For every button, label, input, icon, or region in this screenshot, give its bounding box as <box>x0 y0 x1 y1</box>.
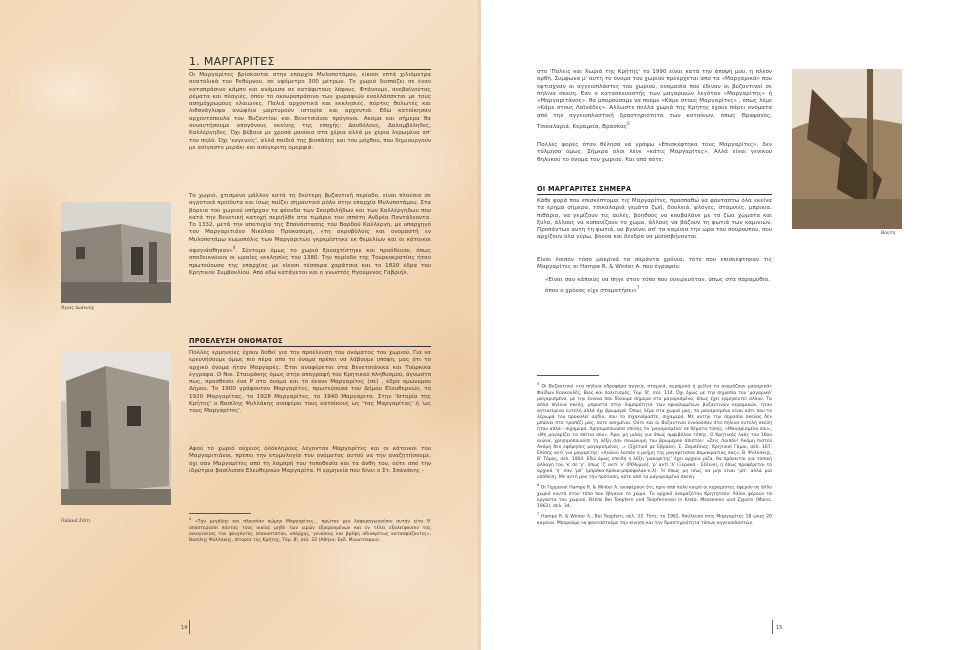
photo-old-house <box>61 351 171 505</box>
footnote-4-text: «Την μεγάλην και πλουσίαν κώμην Μαργαρίτες... πρώτον μεν λαφυραγωγούσιν αυτήν είτα δ' αποστερούσι πάντας τους οικίας μηδέ των ιερών εξαιρουμένων και εν τέλει εξαλείφουσιν τας οικογενείας του φευγόντος επαναστάτου, υπάρχης, γυναίκας και βρέφη αδιακρίτως κατασφάζοντες», Βασίλης Ψυλλάκης, Ιστορία της Κρήτης, Τόμ. Β', σελ. 22 (Αθήνα: Εκδ. Μινωτσαρου). <box>189 519 431 543</box>
section-heading-today: ΟΙ ΜΑΡΓΑΡΙΤΕΣ ΣΗΜΕΡΑ <box>537 185 632 193</box>
footnote-6-number: 6 <box>537 483 540 487</box>
page-number-tick-right <box>772 620 773 634</box>
footnote-ref-6: 6 <box>627 121 630 127</box>
right-paragraph-3: Κάθε φορά που επισκέπτομαι τις Μαργαρίτες, προσπαθώ να φανταστώ όλα εκείνα τα έρημα σήμερα, τσικαλαριά γεμάτα ζωή, δουλειά, φλόγες, σταμνιες, μπρικια, πιθάρια, να γεμίζουν τις αυλές, βοηθούς να κουβαλάνε με τα ζώα χώματα και ξύλα, άλλους να κοπανίζουν το χώμα, άλλους να βάζουν τη φωτιά των καμινιών. Προπάντων αυτή τη φωτιά, να βγαίνει απ' τα καμίνια την ώρα του σούρουπου, που αρχίζουν όλα γύρω, βουνα και δένδρα να μισοσβήνονται. <box>537 198 772 241</box>
heading-rule <box>189 346 431 347</box>
footnote-7-text: Hampe R. & Winter A., Bei Toepfern, σελ. 33. Τότε, το 1962, δούλευαν στις Μαργαρίτες 18 ώνες 20 καμίνια. Μπορούμε να φανταστούμε την κίνηση και την δραστηριότητα τόσων αγγειοπλαστών. <box>537 514 773 526</box>
title-rule <box>189 69 431 70</box>
footnote-6 <box>537 482 772 510</box>
footnote-5-text: Οι Βυζαντινοί «τα πήλινα υδροφόρα αγγεία, σταμνιά, κεραμικά ή χείλια τα ονομάζουν μαγαρικά» Φαίδων Κουκουλές, Βίος και πολιτισμός, Τομ. Β', σελ. 114. Όχι όμως με την σημασία του 'μαγαρικό' μαγαρισμένο, με την έννοια που δίνουμε σήμερα στο μαγαρισμένο, όπως έχει ερμηνευτεί αλλού. Τα απλά πήλινα σκεύη, μπροστά στην λαμπρότητα των εφυαλωμένων βυζαντινών κεραμικών, ήταν αντικείμενα ευτελή αλλά όχι βρωμερά. Όπως λέμε στα χωριά μας, το μαγαρισμένο είναι κάτι που το λέρωμά του προκαλεί αηδία, που το σιχαινόμαστε, σιχαμερό. Με αυτήν την σημασία σκεύος δεν μπαίνει στο τραπέζι μας, ούτε ασημένιο. Ούτε και οι Βυζαντινοί εννοούσαν στα πήλινα ευτελή σκεύη ήταν απλά - σιχαμερά. Χρησιμοποιούσε επίσης το 'μαγαρισμένο' σε θέματα τύπης: «Μαγαρισμένο σου», «Μη μαγαρίζει τα σπίτια σου». Άρα, μη μιλάς για όπως αμφιβόλου τύπης. Ο Κρητικός λαός του 16ου αιώνα, χρησιμοποιούσε τη λέξη σαν συνώνυμη του βρωμερού άπιστου: «Ζεις Λοιπόν! Ακόμη πιστεύ Ακόμη δεν εφόρησες μαγαρισμένες...» (Σχετικό με Εβραίο), Σ. Ζαμπέλιος, Κρητικοί Γάμοι, σελ. 167. Επίσης αντί για μαγαρίτης: «Αιώνιο λοιπόν η μνήμη της μαγαρίτισσα Δημοκρατίας σας», Β. Ψυλλάκης, Β' Τόμος, σελ. 1004. Εδώ όμως επειδή η λέξη 'μακαρίτης' έχει αρχαία ρίζα, θα πρόκειται για τοπική αλλαγή του 'κ' σε 'γ', όπως 'ζ' αντί 'ν' (Ρέθυμνο), 'ρ' αντί 'λ' (Ξερακά - Σέλινο), ή όπως προφέρεται το αρχικό 'η' σαν 'μπ' (μπρόκα-πρόκα-μπροφυλακ-κ.λ). Ή όπως μη ίσως να μην είναι 'μπ', αλλά μια υπόθεση. Με αυτή μου την πρόταση, ούτε από τα μαγαρισμένα σκεύη. <box>537 384 772 480</box>
quote-block <box>545 277 770 295</box>
footnote-5-number: 5 <box>537 382 540 386</box>
right-paragraph-1 <box>537 69 772 131</box>
right-footnote-separator <box>537 375 599 376</box>
footnote-6-text: Οι Γερμανοί Hampe R. & Winter A. αναφέρουν ότι, πριν από πολύ καιρό οι κεραμίστες έφεραν σε άλλο χωριό κοντά στον τόπο που έβγαινε το χώμα. Το αρχικό ονομαζόταν Κρητητούν. Άλλοι φέρουν τα εργάστα του χωριού. Βλέπε Bei Toepfern und Toepferinnen in Kreta, Messenien und Zypern (Mainz, 1962), σελ. 34. <box>537 485 772 509</box>
caption-old-house: Παλαιό Σπίτι <box>61 519 91 524</box>
footnote-7-number: 7 <box>537 512 540 516</box>
right-page <box>481 0 963 650</box>
footnote-7 <box>537 511 772 527</box>
section-heading-origin: ΠΡΟΕΛΕΥΣΗ ΟΝΟΜΑΤΟΣ <box>189 337 283 345</box>
page-number-left: 14 <box>181 625 188 631</box>
left-paragraph-2 <box>189 193 431 277</box>
left-paragraph-4: Αφού το χωριό ούχειος ολόκληρους λέγονταν Μαργαρίτες και οι κάτοικοι του Μαργαριτιάνοι, πρέπει την ετυμολογία του ονόματος αυτού να την αναζητήσουμε, όχι σαν Μαργαρίτες από τη λαμπρή του τοποθεσία και τα άνθη του, ούτε από την ιδρύτρια βασίλισσα Ελευθερνών Μαργαρίτα. Η ερμηνεία που δίνει ο Στ. Σπανάκης - <box>189 446 431 474</box>
left-page <box>0 0 481 650</box>
left-paragraph-2-tail: . Σύντομα όμως το χωριό ξαναχτίστηκε και προόδευσε, όπως αποδεικνύουν οι ωραίες εκκλησίες του 1380. Την περίοδο της Τουρκοκρατίας ήταν πρωτεύουσα της επαρχίας με είκοσι τέσσερα χαράτσια και το 1820 έδρα του Κρητικού Συμβουλίου. Από εδώ κατάγεται και ο γνωστός Ηγούμενος Γαβριήλ. <box>189 247 431 276</box>
left-paragraph-3: Πολλές ερμηνείες έχουν δοθεί για την προέλευση του ονόματος του χωριού. Για να ερευνήσουμε όμως πιο πέρα από το όνομα πρέπει να λάβουμε υπόψη, μας ότι το αρχικό όνομα ήταν Μαργαρές. Έτσι αναφέρεται στα Βενετσιάνικα και Τούρκικα έγγραφα. Ο Νικ. Σταυράκης όμως στην απογραφή του Κρητικού πληθυσμού, άγνωστο πως, προσθέσει ένα Ρ στο όνομα και το έκανε Μαργαρίτες (σε) , έδρα ομώνυμου Δήμου. Το 1900 γράφονταν Μαργαρίτες, πρωτεύουσα του Δήμου Ελευθερνών, το 1920 Μαργαρίτας, το 1928 Μαργαρίτες, το 1940 Μαργαριτα. Στην 'Ιστορία της Κρήτης' ο Βασίλης Ψυλλάκης αναφέρει τους κατοίκους ως 'τας Μαργαρίτας' ή 'ως τους Μαργαρίτες'. <box>189 350 431 415</box>
caption-vouti: Βούτη <box>881 231 896 236</box>
photo-vouti <box>792 69 902 229</box>
left-paragraph-2-text: Το χωριό, χτισμένο μάλλον κατά τη δεύτερη βυζαντινή περίοδο, είναι πλούσιο σε αγροτικά προϊόντα και ίσως παίζει σημαντικό ρόλο στην επαρχία Μυλοποτάμου. Στα βόρεια του χωριού υπήρχαν τα φέουδα των Σκορδιλήδων και των Καλλέργηδων που κατά την Βενετική κατοχή περιήλθε στο τιμάριο του ιππότη Ανδρέα Παντάλεοντα. Το 1332, μετά την αποτυχία της Επανάστασης του Βαρδού Καλλέργη, με υπαρχηγό τον Μαργαριτιάνο Νικόλαο Προκοσύρη, «τη ακροβόλοις και ονομαστή εν Μυλοποτάμω κωμοπόλις των Μαργαριτών γκρεμίστηκε εκ θεμελίων και οι κάτοικοι σφαγιάσθηκαν» <box>189 193 431 254</box>
quote-text: «Είναι σαν κάποιος να πηγε στον τόπο που ονειρευόταν, όπως στα παραμύθια, όπου ο χρόνος είχε σταματήσει» <box>545 277 770 295</box>
footnote-ref-7: 7 <box>636 285 640 291</box>
caption-agios-ioannis: Άγιος Ιωάννης <box>61 306 95 311</box>
footnote-4 <box>189 516 431 544</box>
right-paragraph-4: Είναι λοιπόν τόσο μακρινά τα σαράντα χρόνια; τότε που επισκέφτηκαν τις Μαργαρίτες οι Hampe R. & Winter A. που έγραψαν: <box>537 257 772 271</box>
footnote-5 <box>537 381 772 481</box>
footnote-separator <box>189 513 251 514</box>
chapter-title: 1. ΜΑΡΓΑΡΙΤΕΣ <box>189 55 275 68</box>
right-footnotes <box>537 381 772 528</box>
footnote-4-number: 4 <box>189 517 192 521</box>
right-paragraph-1-text: στο 'Πόλεις και Χωριά της Κρήτης' το 1990 είναι κατά την άποψή μου, η πλέον ορθή. Συμφωνα μ' αυτή το όνομα του χωριού προέρχεται απο τα «Μαργαρικά» που εφτιαχναν οι αγγειοπλάστες του χωριού, ονομασία που έδιναν οι βυζαντινοί σε πήλινα σκεύη. Εαν ο κατασκευαστής των μαγαρικών λεγόταν «Μαργαρίτης» ή «Μαργαριτάνος», θα μπορούσαμε να πούμε «Κάμε στους Μαργαρίτες» , όπως λέμε «Κάμε στους Λαϊνάδες». Αλλωστε πολλά χωριά της Κρήτης έχουν πάρει ονόματα από την αγγειοπλαστική δραστηριότητα των κατοίκων, όπως Θραψανός, Τσικαλαριά, Κεραμεία, Βρασκας <box>537 69 772 130</box>
photo-agios-ioannis <box>61 202 171 303</box>
left-paragraph-1: Οι Μαργαρίτες βρίσκονται στην επαρχία Μυλοποτάμου, είκοσι επτά χιλιόμετρα ανατολικά του Ρεθύμνου, σε υψόμετρο 300 μέτρων. Το χωριό δεσπόζει σε έναν καταπράσινο κάμπο και ανάμεσα σε κατάφυτους λόφους. Φτάνουμε, ανεβαίνοντας ρέματα και πλαγιές, όπου το οκουροπράσινο των χωραφιών εναλλάσσεται με τους ασημόχρωμους ελαιώνες. Παλιά αρχοντικά και εκκλησιές, πόρτες θολωτές και λιθανάγλυφα ανώφλια μαρτυρούν ιστορία και αρχοντιά. Εδώ κατοίκησαν αρχοντόπουλα του Βυζαντίου και Βενετσιάνοι πρόγονοι. Ακόμα και σήμερα θα συναντήσουμε απογόνους εκείνης της εποχής: Δανδόλους, Δαλαμβέληδες, Καλλέργηδες. Όχι βέβαια με χρυσά μανίκια στα χέρια αλλά με χέρια λερωμένα απ' τον πηλό. Όχι 'ευγενείς', αλλά παιδιά της βιοπάλης και του μόχθου, που δημιουργούν με ασίγαστο μεράκι και ασύγκριτη ομορφιά. <box>189 72 431 151</box>
page-number-right: 15 <box>776 625 783 631</box>
right-paragraph-2: Πολλές φορές όταν θέλησα να γράψω «Επισκέφτηκα τους Μαργαρίτες», δεν τόλμησα όμως. Σήμερα όλοι λένε «κάτις Μαργαρίτες». Αλλά είναι γενικού θηλυκού το όνομα του χωριού. Και από πότε; <box>537 142 772 163</box>
right-heading-rule <box>537 194 772 195</box>
page-number-tick-left <box>189 620 190 634</box>
footnote-ref-4: 4 <box>232 245 236 251</box>
